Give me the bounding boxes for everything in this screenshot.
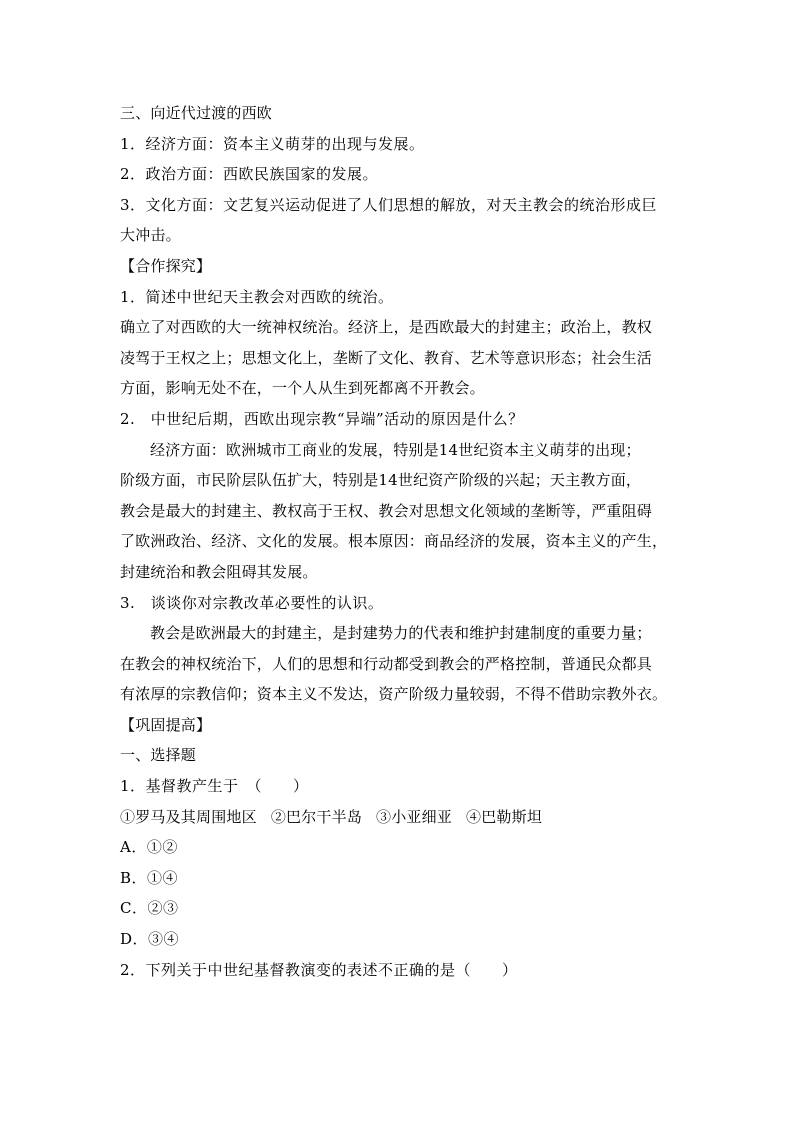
cooperate-title: 【合作探究】 xyxy=(120,256,212,275)
document-body xyxy=(120,98,680,985)
point-politics: 2．政治方面：西欧民族国家的发展。 xyxy=(120,165,379,184)
question-1-stem: 1．基督教产生于 （ ） xyxy=(120,777,309,796)
point-economy: 1．经济方面：资本主义萌芽的出现与发展。 xyxy=(120,134,425,153)
question-1-option-a: A．①② xyxy=(120,838,178,857)
question-1-item: ③小亚细亚 xyxy=(376,807,453,826)
cooperate-answer-2-line: 教会是最大的封建主、教权高于王权、教会对思想文化领域的垄断等，严重阻碍 xyxy=(120,501,653,520)
cooperate-answer-2-line: 经济方面：欧洲城市工商业的发展，特别是14世纪资本主义萌芽的出现； xyxy=(150,440,641,459)
cooperate-question-3: 3. 谈谈你对宗教改革必要性的认识。 xyxy=(120,593,384,612)
question-1-item: ④巴勒斯坦 xyxy=(466,807,543,826)
cooperate-answer-2-line: 了欧洲政治、经济、文化的发展。根本原因：商品经济的发展，资本主义的产生， xyxy=(120,532,668,551)
question-1-item: ②巴尔干半岛 xyxy=(270,807,363,826)
question-2-stem: 2．下列关于中世纪基督教演变的表述不正确的是（ ） xyxy=(120,960,518,979)
cooperate-answer-3-line: 教会是欧洲最大的封建主，是封建势力的代表和维护封建制度的重要力量； xyxy=(150,624,652,643)
cooperate-answer-1-line: 凌驾于王权之上；思想文化上，垄断了文化、教育、艺术等意识形态；社会生活 xyxy=(120,348,653,367)
multiple-choice-heading: 一、选择题 xyxy=(120,746,197,765)
question-1-items xyxy=(120,802,680,833)
point-culture: 3．文化方面：文艺复兴运动促进了人们思想的解放，对天主教会的统治形成巨 xyxy=(120,195,658,214)
cooperate-answer-1-line: 方面，影响无处不在，一个人从生到死都离不开教会。 xyxy=(120,379,485,398)
cooperate-question-2: 2. 中世纪后期，西欧出现宗教“异端”活动的原因是什么？ xyxy=(120,409,524,428)
cooperate-question-1: 1．简述中世纪天主教会对西欧的统治。 xyxy=(120,287,394,306)
cooperate-answer-1-line: 确立了对西欧的大一统神权统治。经济上，是西欧最大的封建主；政治上，教权 xyxy=(120,318,653,337)
question-1-option-b: B．①④ xyxy=(120,868,179,887)
section-heading: 三、向近代过渡的西欧 xyxy=(120,104,273,122)
cooperate-answer-2-line: 阶级方面，市民阶层队伍扩大，特别是14世纪资产阶级的兴起；天主教方面， xyxy=(120,471,642,490)
cooperate-answer-2-line: 封建统治和教会阻碍其发展。 xyxy=(120,562,318,581)
cooperate-answer-3-line: 有浓厚的宗教信仰；资本主义不发达，资产阶级力量较弱，不得不借助宗教外衣。 xyxy=(120,685,668,704)
point-culture-continued: 大冲击。 xyxy=(120,226,181,245)
question-1-option-d: D．③④ xyxy=(120,930,180,949)
cooperate-answer-3-line: 在教会的神权统治下，人们的思想和行动都受到教会的严格控制，普通民众都具 xyxy=(120,654,653,673)
consolidate-title: 【巩固提高】 xyxy=(120,715,212,734)
question-1-item: ①罗马及其周围地区 xyxy=(120,807,257,826)
question-1-option-c: C．②③ xyxy=(120,899,179,918)
